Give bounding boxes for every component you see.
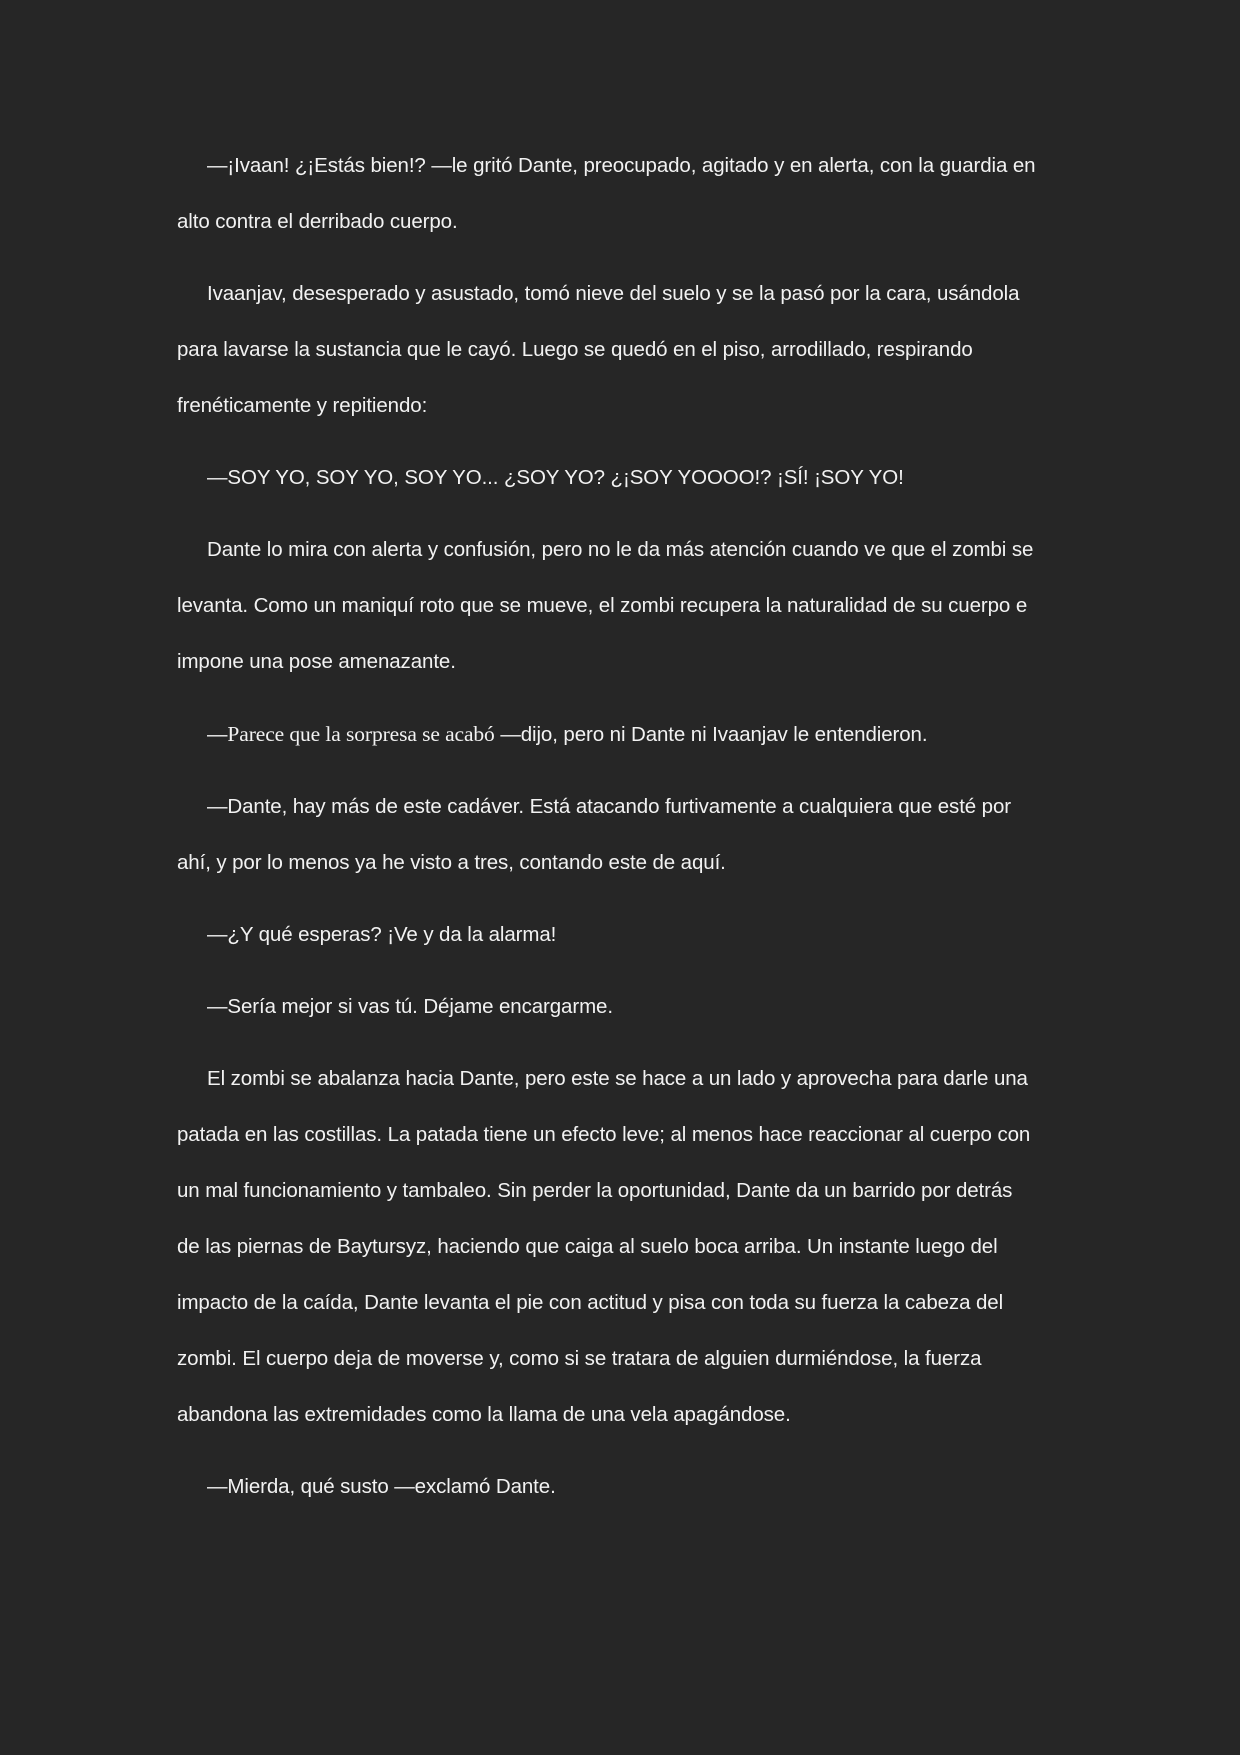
- paragraph-7: [177, 907, 1063, 963]
- text-line: un mal funcionamiento y tambaleo. Sin perder la oportunidad, Dante da un barrido por detrás: [177, 1179, 1013, 1202]
- text-line: frenéticamente y repitiendo:: [177, 394, 428, 417]
- paragraph-4: [177, 522, 1063, 690]
- text-line: —Mierda, qué susto —exclamó Dante.: [207, 1475, 556, 1498]
- text-line: alto contra el derribado cuerpo.: [177, 210, 458, 233]
- paragraph-10: [177, 1459, 1063, 1515]
- dash-lead: —: [207, 723, 228, 746]
- text-line: impone una pose amenazante.: [177, 650, 456, 673]
- text-line: ahí, y por lo menos ya he visto a tres, contando este de aquí.: [177, 851, 726, 874]
- text-line: zombi. El cuerpo deja de moverse y, como si se tratara de alguien durmiéndose, la fuerza: [177, 1347, 982, 1370]
- document-page: [177, 138, 1063, 1531]
- text-line: de las piernas de Baytursyz, haciendo que caiga al suelo boca arriba. Un instante luego del: [177, 1235, 998, 1258]
- text-line: —SOY YO, SOY YO, SOY YO... ¿SOY YO? ¿¡SOY YOOOO!? ¡SÍ! ¡SOY YO!: [207, 466, 904, 489]
- text-line: levanta. Como un maniquí roto que se mueve, el zombi recupera la naturalidad de su cuerpo e: [177, 594, 1028, 617]
- text-line: para lavarse la sustancia que le cayó. Luego se quedó en el piso, arrodillado, respirando: [177, 338, 973, 361]
- text-line: —Sería mejor si vas tú. Déjame encargarme.: [207, 995, 613, 1018]
- text-line: Ivaanjav, desesperado y asustado, tomó nieve del suelo y se la pasó por la cara, usándola: [207, 282, 1020, 305]
- text-line: impacto de la caída, Dante levanta el pie con actitud y pisa con toda su fuerza la cabeza del: [177, 1291, 1004, 1314]
- paragraph-5: [177, 706, 1063, 763]
- paragraph-2: [177, 266, 1063, 434]
- text-line: —¿Y qué esperas? ¡Ve y da la alarma!: [207, 923, 557, 946]
- text-line: patada en las costillas. La patada tiene un efecto leve; al menos hace reaccionar al cuerpo con: [177, 1123, 1031, 1146]
- paragraph-8: [177, 979, 1063, 1035]
- text-line: abandona las extremidades como la llama de una vela apagándose.: [177, 1403, 791, 1426]
- text-line: El zombi se abalanza hacia Dante, pero este se hace a un lado y aprovecha para darle una: [207, 1067, 1028, 1090]
- paragraph-1: [177, 138, 1063, 250]
- text-line: —Dante, hay más de este cadáver. Está atacando furtivamente a cualquiera que esté por: [207, 795, 1012, 818]
- paragraph-9: [177, 1051, 1063, 1443]
- zombie-speech: Parece que la sorpresa se acabó: [227, 722, 495, 746]
- text-line: [177, 706, 1063, 763]
- text-line: Dante lo mira con alerta y confusión, pero no le da más atención cuando ve que el zombi se: [207, 538, 1034, 561]
- paragraph-3: [177, 450, 1063, 506]
- paragraph-6: [177, 779, 1063, 891]
- text-line: —¡Ivaan! ¿¡Estás bien!? —le gritó Dante, preocupado, agitado y en alerta, con la guardia en: [207, 154, 1036, 177]
- narration: —dijo, pero ni Dante ni Ivaanjav le entendieron.: [494, 723, 928, 746]
